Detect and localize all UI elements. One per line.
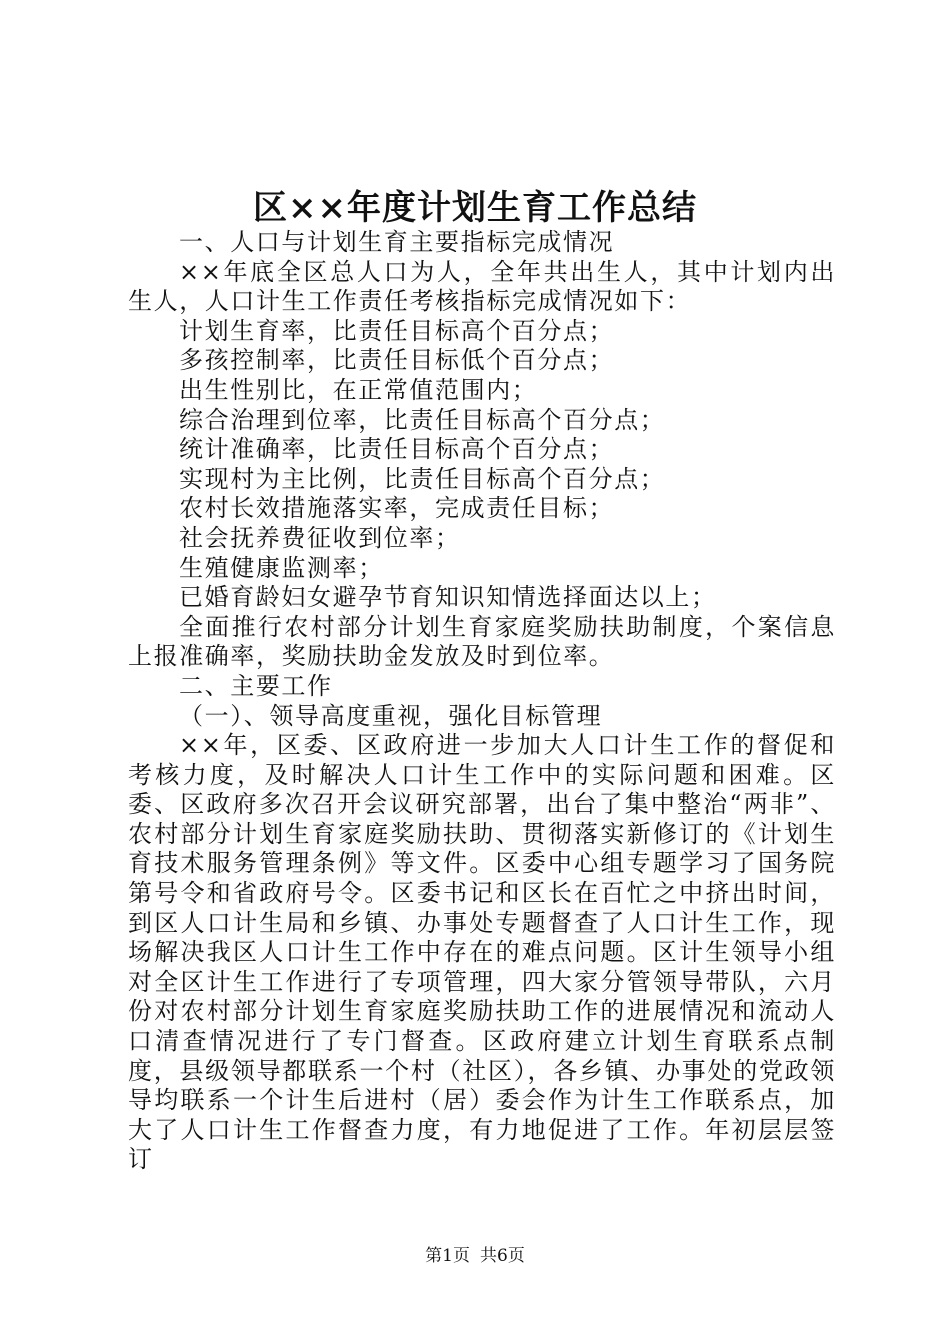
indicator-item: 多孩控制率，比责任目标低个百分点； [179,346,615,375]
page-footer [0,1244,950,1268]
paragraph: 全面推行农村部分计划生育家庭奖励扶助制度，个案信息上报准确率，奖励扶助金发放及时到位率。 [128,612,836,671]
indicator-item: 出生性别比，在正常值范围内； [179,375,538,404]
indicator-item: 综合治理到位率，比责任目标高个百分点； [179,405,666,434]
subsection-heading: （一）、领导高度重视，强化目标管理 [179,701,603,730]
indicator-item: 社会抚养费征收到位率； [179,523,461,552]
indicator-item: 农村长效措施落实率，完成责任目标； [179,494,615,523]
indicator-item: 生殖健康监测率； [179,553,384,582]
indicator-item: 统计准确率，比责任目标高个百分点； [179,435,615,464]
page-number: 第1页 [425,1246,470,1266]
indicator-item: 实现村为主比例，比责任目标高个百分点； [179,464,666,493]
section-heading: 一、人口与计划生育主要指标完成情况 [179,228,615,256]
indicator-item: 已婚育龄妇女避孕节育知识知情选择面达以上； [179,583,717,612]
page-total: 共6页 [480,1246,525,1266]
paragraph: ××年，区委、区政府进一步加大人口计生工作的督促和考核力度，及时解决人口计生工作中的实际问题和困难。区委、区政府多次召开会议研究部署，出台了集中整治“两非”、农村部分计划生育家庭奖励扶助、贯彻落实新修订的《计划生育技术服务管理条例》等文件。区委中心组专题学习了国务院第号令和省政府号令。区委书记和区长在百忙之中挤出时间，到区人口计生局和乡镇、办事处专题督查了人口计生工作，现场解决我区人口计生工作中存在的难点问题。区计生领导小组对全区计生工作进行了专项管理，四大家分管领导带队，六月份对农村部分计划生育家庭奖励扶助工作的进展情况和流动人口清查情况进行了专门督查。区政府建立计划生育联系点制度，县级领导都联系一个村（社区），各乡镇、办事处的党政领导均联系一个计生后进村（居）委会作为计生工作联系点，加大了人口计生工作督查力度，有力地促进了工作。年初层层签订 [128,731,836,1174]
section-heading: 二、主要工作 [179,671,333,700]
document-title: 区××年度计划生育工作总结 [253,188,697,228]
indicator-item: 计划生育率，比责任目标高个百分点； [179,316,615,345]
document-body [128,228,836,1175]
paragraph: ××年底全区总人口为人，全年共出生人，其中计划内出生人，人口计生工作责任考核指标完成情况如下： [128,257,836,316]
